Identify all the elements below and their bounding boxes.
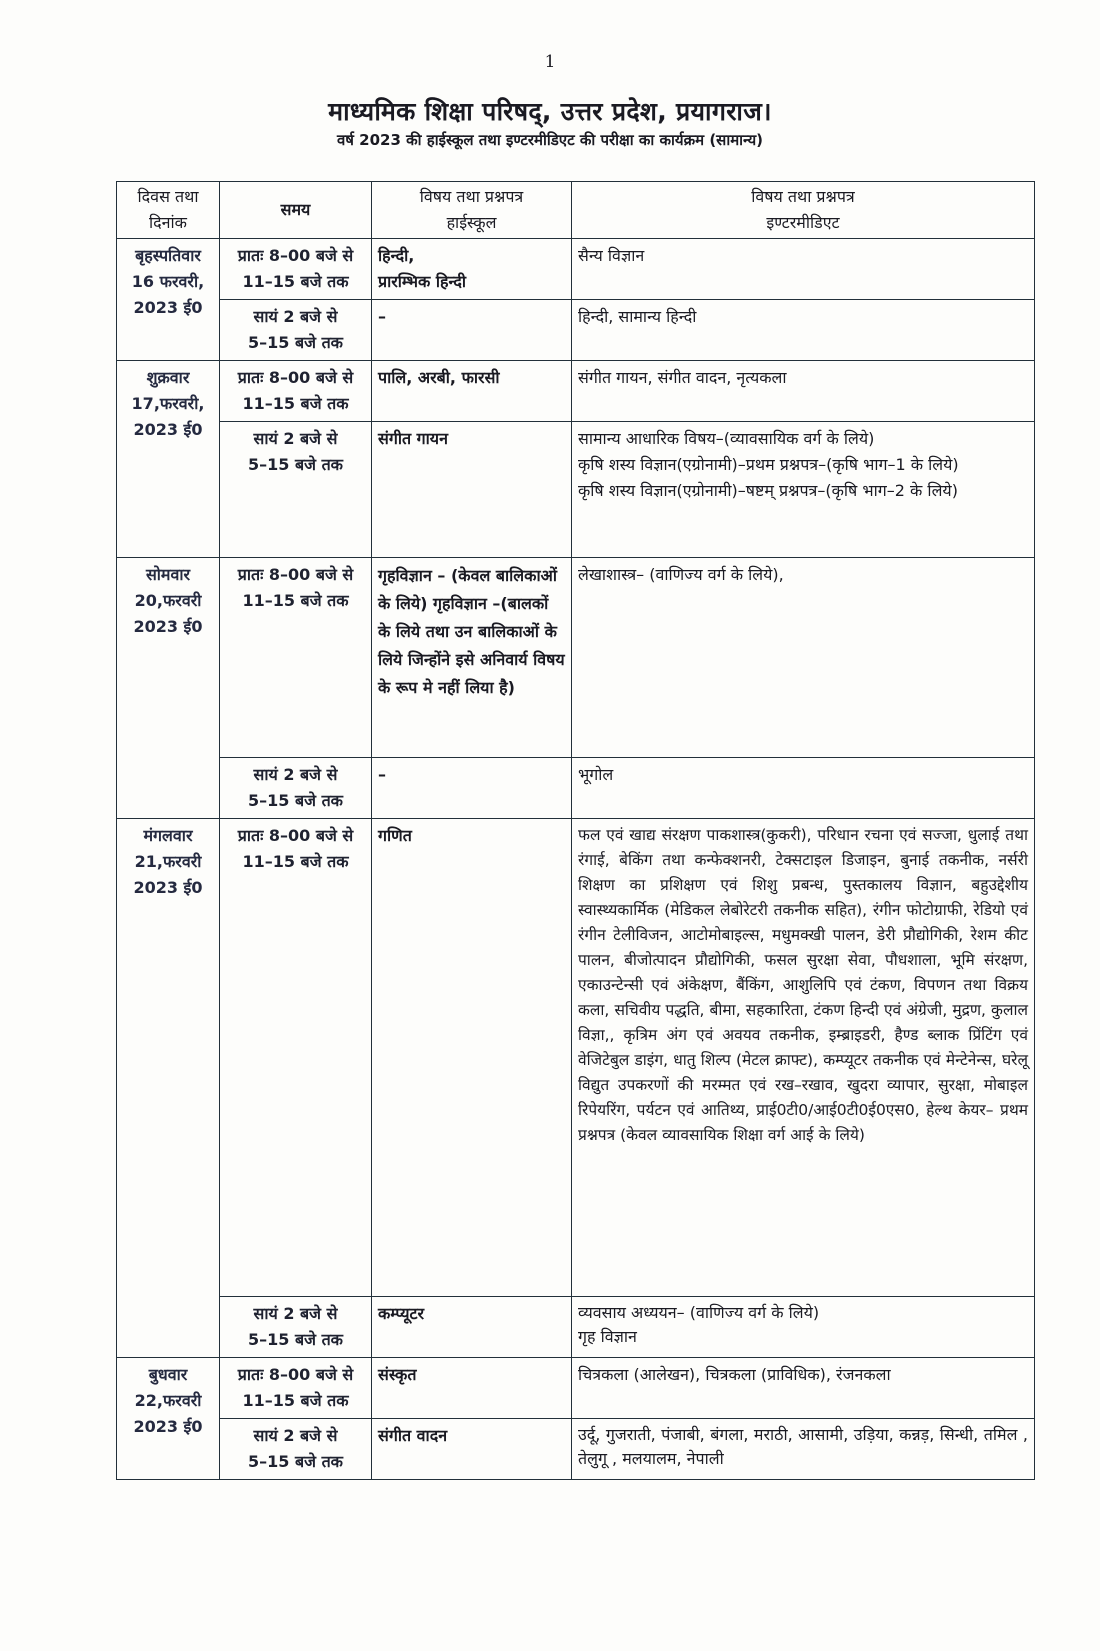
table-row [117,239,1035,300]
day-year: 2023 ई0 [133,420,203,439]
intermediate-cell [572,361,1035,422]
day-year: 2023 ई0 [133,617,203,636]
day-name: बृहस्पतिवार [135,246,201,265]
time-cell [220,300,372,361]
day-cell [117,361,220,558]
intermediate-subject: फल एवं खाद्य संरक्षण पाकशास्त्र(कुकरी), परिधान रचना एवं सज्जा, धुलाई तथा रंगाई, बेकिंग तथा कन्फेक्शनरी, टेक्सटाइल डिजाइन, बुनाई तकनीक, नर्सरी शिक्षण का प्रशिक्षण एवं शिशु प्रबन्ध, पुस्तकालय विज्ञान, बहुउद्देशीय स्वास्थ्यकार्मिक (मेडिकल लेबोरेटरी तकनीक सहित), रंगीन फोटोग्राफी, रेडियो एवं रंगीन टेलीविजन, आटोमोबाइल्स, मधुमक्खी पालन, डेरी प्रौद्योगिकी, रेशम कीट पालन, बीजोत्पादन प्रौद्योगिकी, फसल सुरक्षा सेवा, पौधशाला, भूमि संरक्षण, एकाउन्टेन्सी एवं अंकेक्षण, बैंकिंग, आशुलिपि एवं टंकण, विपणन तथा विक्रय कला, सचिवीय पद्धति, बीमा, सहकारिता, टंकण हिन्दी एवं अंग्रेजी, मुद्रण, कुलाल विज्ञा,, कृत्रिम अंग एवं अवयव तकनीक, इम्ब्राइडरी, हैण्ड ब्लाक प्रिंटिंग एवं वेजिटेबुल डाइंग, धातु शिल्प (मेटल क्राफ्ट), कम्प्यूटर तकनीक एवं मेन्टेनेन्स, घरेलू विद्युत उपकरणों की मरम्मत एवं रख–रखाव, खुदरा व्यापार, सुरक्षा, मोबाइल रिपेयरिंग, पर्यटन एवं आतिथ्य, प्राई0टी0/आई0टी0ई0एस0, हेल्थ केयर– प्रथम प्रश्नपत्र (केवल व्यावसायिक शिक्षा वर्ग आई के लिये) [578,826,1028,1144]
highschool-subject: गृहविज्ञान – (केवल बालिकाओं के लिये) गृहविज्ञान –(बालकों के लिये तथा उन बालिकाओं के लिये जिन्होंने इसे अनिवार्य विषय के रूप मे नहीं लिया है) [378,566,565,697]
day-date: 17,फरवरी, [131,394,205,413]
table-row [117,361,1035,422]
time-cell [220,239,372,300]
table-row [117,1358,1035,1419]
time-end: 11–15 बजे तक [242,591,349,610]
intermediate-subject: कृषि शस्य विज्ञान(एग्रोनामी)–प्रथम प्रश्नपत्र–(कृषि भाग–1 के लिये) [578,455,959,474]
time-start: प्रातः 8–00 बजे से [237,565,354,584]
day-cell [117,1358,220,1480]
intermediate-subject: भूगोल [578,765,614,784]
time-start: प्रातः 8–00 बजे से [237,1365,354,1384]
header-highschool [372,182,572,239]
day-date: 22,फरवरी [134,1391,202,1410]
intermediate-cell [572,819,1035,1297]
header-time: समय [220,182,372,239]
time-cell [220,1358,372,1419]
time-cell [220,422,372,558]
highschool-subject: संस्कृत [378,1365,417,1384]
time-end: 11–15 बजे तक [242,1391,349,1410]
header-highschool-line: विषय तथा प्रश्नपत्र [419,187,524,206]
highschool-cell [372,239,572,300]
intermediate-subject: व्यवसाय अध्ययन– (वाणिज्य वर्ग के लिये) [578,1303,820,1322]
time-end: 5–15 बजे तक [248,1330,343,1349]
header-intermediate-line: इण्टरमीडिएट [766,213,840,232]
intermediate-cell [572,239,1035,300]
time-start: प्रातः 8–00 बजे से [237,246,354,265]
time-start: सायं 2 बजे से [253,1304,338,1323]
time-end: 5–15 बजे तक [248,455,343,474]
day-year: 2023 ई0 [133,1417,203,1436]
time-end: 11–15 बजे तक [242,852,349,871]
time-end: 5–15 बजे तक [248,1452,343,1471]
intermediate-cell [572,758,1035,819]
day-date: 20,फरवरी [134,591,202,610]
table-row [117,819,1035,1297]
highschool-subject: – [378,307,386,326]
intermediate-cell [572,300,1035,361]
header-highschool-line: हाईस्कूल [446,213,497,232]
table-row [117,558,1035,758]
day-date: 21,फरवरी [134,852,202,871]
day-name: बुधवार [148,1365,188,1384]
time-end: 11–15 बजे तक [242,394,349,413]
time-start: सायं 2 बजे से [253,1426,338,1445]
highschool-subject: प्रारम्भिक हिन्दी [378,272,467,291]
time-start: सायं 2 बजे से [253,307,338,326]
highschool-subject: – [378,765,386,784]
time-start: सायं 2 बजे से [253,429,338,448]
header-day-line: दिवस तथा [137,187,199,206]
time-cell [220,1297,372,1358]
intermediate-subject: गृह विज्ञान [578,1327,637,1346]
time-cell [220,1419,372,1480]
header-intermediate [572,182,1035,239]
time-end: 11–15 बजे तक [242,272,349,291]
day-date: 16 फरवरी, [131,272,205,291]
header-day [117,182,220,239]
intermediate-subject: चित्रकला (आलेखन), चित्रकला (प्राविधिक), रंजनकला [578,1365,891,1384]
day-cell [117,239,220,361]
highschool-cell [372,819,572,1297]
exam-schedule-table [116,181,1035,1480]
time-start: सायं 2 बजे से [253,765,338,784]
highschool-cell [372,758,572,819]
highschool-subject: गणित [378,826,412,845]
highschool-cell [372,1419,572,1480]
page-subtitle: वर्ष 2023 की हाईस्कूल तथा इण्टरमीडिएट की परीक्षा का कार्यक्रम (सामान्य) [336,131,764,149]
intermediate-subject: उर्दू, गुजराती, पंजाबी, बंगला, मराठी, आसामी, उड़िया, कन्नड़, सिन्धी, तमिल , तेलुगू , मलयालम, नेपाली [578,1425,1028,1468]
intermediate-subject: संगीत गायन, संगीत वादन, नृत्यकला [578,368,787,387]
table-row [117,758,1035,819]
header-intermediate-line: विषय तथा प्रश्नपत्र [751,187,855,206]
highschool-subject: संगीत गायन [378,429,448,448]
header-day-line: दिनांक [149,213,187,232]
day-cell [117,819,220,1358]
day-cell [117,558,220,819]
header-row [117,182,1035,239]
table-row [117,422,1035,558]
highschool-cell [372,361,572,422]
time-cell [220,558,372,758]
highschool-subject: पालि, अरबी, फारसी [378,368,500,387]
table-row [117,300,1035,361]
highschool-cell [372,1358,572,1419]
intermediate-subject: हिन्दी, सामान्य हिन्दी [578,307,697,326]
intermediate-subject: कृषि शस्य विज्ञान(एग्रोनामी)–षष्टम् प्रश्नपत्र–(कृषि भाग–2 के लिये) [578,481,958,500]
table-row [117,1297,1035,1358]
intermediate-cell [572,1358,1035,1419]
page-title: माध्यमिक शिक्षा परिषद्, उत्तर प्रदेश, प्रयागराज। [328,97,772,126]
table-row [117,1419,1035,1480]
time-cell [220,819,372,1297]
intermediate-subject: लेखाशास्त्र– (वाणिज्य वर्ग के लिये), [578,565,784,584]
highschool-cell [372,1297,572,1358]
time-cell [220,758,372,819]
day-name: सोमवार [145,565,191,584]
time-end: 5–15 बजे तक [248,333,343,352]
highschool-cell [372,558,572,758]
intermediate-cell [572,1297,1035,1358]
intermediate-cell [572,422,1035,558]
highschool-subject: हिन्दी, [378,246,415,265]
intermediate-cell [572,558,1035,758]
highschool-cell [372,422,572,558]
highschool-subject: कम्प्यूटर [378,1304,425,1323]
day-name: शुक्रवार [146,368,190,387]
time-end: 5–15 बजे तक [248,791,343,810]
time-cell [220,361,372,422]
highschool-cell [372,300,572,361]
highschool-subject: संगीत वादन [378,1426,448,1445]
day-year: 2023 ई0 [133,298,203,317]
day-name: मंगलवार [143,826,193,845]
time-start: प्रातः 8–00 बजे से [237,368,354,387]
page-number: 1 [544,52,556,72]
intermediate-cell [572,1419,1035,1480]
time-start: प्रातः 8–00 बजे से [237,826,354,845]
intermediate-subject: सैन्य विज्ञान [578,246,645,265]
day-year: 2023 ई0 [133,878,203,897]
intermediate-subject: सामान्य आधारिक विषय–(व्यावसायिक वर्ग के लिये) [578,429,875,448]
